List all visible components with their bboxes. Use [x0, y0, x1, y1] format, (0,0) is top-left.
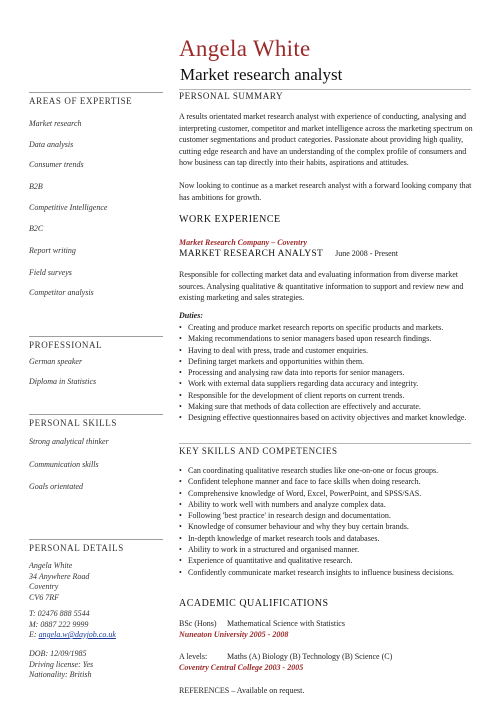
email-prefix: E:: [29, 630, 39, 639]
job-title: Market research analyst: [180, 65, 343, 84]
list-item: • Comprehensive knowledge of Word, Excel, PowerPoint, and SPSS/SAS.: [179, 488, 475, 499]
expertise-item: Report writing: [29, 246, 76, 255]
list-item: • Confident telephone manner and face to face skills when doing research.: [179, 476, 475, 487]
date-of-birth: DOB: 12/09/1985: [29, 649, 87, 658]
phone-number: T: 02476 888 5544: [29, 609, 90, 618]
mobile-number: M: 0887 222 9999: [29, 619, 89, 629]
qualifications-heading: ACADEMIC QUALIFICATIONS: [179, 598, 329, 609]
personal-info: [29, 649, 169, 681]
summary-paragraph: Now looking to continue as a market research analyst with a forward looking company that has ambitions for growth.: [179, 181, 472, 202]
personal-skills-heading: PERSONAL SKILLS: [29, 418, 117, 428]
duties-heading: Duties:: [179, 311, 203, 320]
job-description: Responsible for collecting market data and evaluating information from diverse market sources. Analysing qualitative & quantitative information to support and review new and existing marketing and sales strategies.: [179, 270, 464, 303]
summary-paragraph: A results orientated market research analyst with experience of conducting, analysing and interpreting customer, competitor and market intelligence across the marketing spectrum on customer segmentations and product categories. Passionate about providing high quality, cutting edge research and have an understanding of the complex profile of consumers and how business can tap directly into their habits, aspirations and attitudes.: [179, 112, 473, 168]
alevels-subjects: Maths (A) Biology (B) Technology (B) Science (C): [227, 652, 393, 661]
university-line: Nuneaton University 2005 - 2008: [179, 630, 289, 639]
expertise-item: Market research: [29, 119, 82, 128]
work-experience-heading: WORK EXPERIENCE: [179, 214, 281, 225]
nationality: Nationality: British: [29, 670, 92, 679]
expertise-item: B2B: [29, 182, 43, 191]
sidebar-divider: [29, 539, 163, 540]
list-item: • Creating and produce market research reports on specific products and markets.: [179, 322, 475, 333]
candidate-name: Angela White: [179, 36, 311, 61]
summary-heading: PERSONAL SUMMARY: [179, 91, 284, 101]
postal-address: [29, 561, 169, 603]
email-link[interactable]: angela.w@dayjob.co.uk: [38, 630, 116, 639]
personal-details-heading: PERSONAL DETAILS: [29, 543, 124, 553]
key-skills-list: [179, 465, 475, 578]
expertise-item: Consumer trends: [29, 160, 84, 169]
list-item: • Ability to work in a structured and organised manner.: [179, 544, 475, 555]
expertise-item: B2C: [29, 224, 44, 233]
address-line: CV6 7RF: [29, 592, 59, 602]
list-item: • Defining target markets and opportunities within them.: [179, 356, 475, 367]
list-item: • Making sure that methods of data collection are effectively and accurate.: [179, 401, 475, 412]
list-item: • Designing effective questionnaires based on activity objectives and market knowledge.: [179, 412, 475, 423]
duties-list: [179, 322, 475, 424]
sidebar-divider: [29, 414, 163, 415]
alevels-label: A levels:: [179, 652, 208, 661]
email-line: [29, 630, 169, 641]
degree-line: [179, 619, 475, 628]
company-name: Market Research Company – Coventry: [179, 238, 307, 247]
list-item: • Knowledge of consumer behaviour and why they buy certain brands.: [179, 521, 475, 532]
list-item: • Work with external data suppliers regarding data accuracy and integrity.: [179, 378, 475, 389]
employment-dates: June 2008 - Present: [335, 249, 398, 258]
section-divider: [179, 89, 471, 90]
expertise-heading: AREAS OF EXPERTISE: [29, 96, 133, 106]
alevels-line: [179, 652, 475, 661]
skill-item: Goals orientated: [29, 482, 83, 491]
expertise-item: Field surveys: [29, 268, 72, 277]
section-divider: [179, 443, 471, 444]
list-item: • Confidently communicate market research insights to influence business decisions.: [179, 567, 475, 578]
skill-item: Communication skills: [29, 460, 99, 469]
expertise-item: Competitive Intelligence: [29, 203, 108, 212]
list-item: • Responsible for the development of client reports on current trends.: [179, 390, 475, 401]
list-item: • Experience of quantitative and qualitative research.: [179, 555, 475, 566]
key-skills-heading: KEY SKILLS AND COMPETENCIES: [179, 446, 338, 456]
list-item: • In-depth knowledge of market research tools and databases.: [179, 533, 475, 544]
degree-label: BSc (Hons): [179, 619, 217, 628]
professional-item: German speaker: [29, 357, 83, 366]
driving-license: Driving license: Yes: [29, 659, 94, 669]
sidebar-divider: [29, 92, 163, 93]
expertise-item: Data analysis: [29, 140, 74, 149]
list-item: • Following 'best practice' in research design and documentation.: [179, 510, 475, 521]
list-item: • Ability to work well with numbers and analyze complex data.: [179, 499, 475, 510]
list-item: • Having to deal with press, trade and customer enquiries.: [179, 345, 475, 356]
address-line: 34 Anywhere Road: [29, 571, 90, 581]
professional-heading: PROFESSIONAL: [29, 340, 103, 350]
expertise-item: Competitor analysis: [29, 288, 94, 297]
address-line: Angela White: [29, 561, 73, 570]
professional-item: Diploma in Statistics: [29, 377, 97, 386]
sidebar-divider: [29, 336, 163, 337]
contact-block: [29, 609, 169, 641]
address-line: Coventry: [29, 582, 59, 591]
degree-subject: Mathematical Science with Statistics: [227, 619, 345, 628]
list-item: • Making recommendations to senior managers based upon research findings.: [179, 333, 475, 344]
list-item: • Can coordinating qualitative research studies like one-on-one or focus groups.: [179, 465, 475, 476]
college-line: Coventry Central College 2003 - 2005: [179, 663, 304, 672]
position-line: [179, 249, 475, 259]
position-title: MARKET RESEARCH ANALYST: [179, 249, 324, 259]
skill-item: Strong analytical thinker: [29, 437, 109, 446]
list-item: • Processing and analysing raw data into reports for senior managers.: [179, 367, 475, 378]
references-line: REFERENCES – Available on request.: [179, 686, 305, 695]
